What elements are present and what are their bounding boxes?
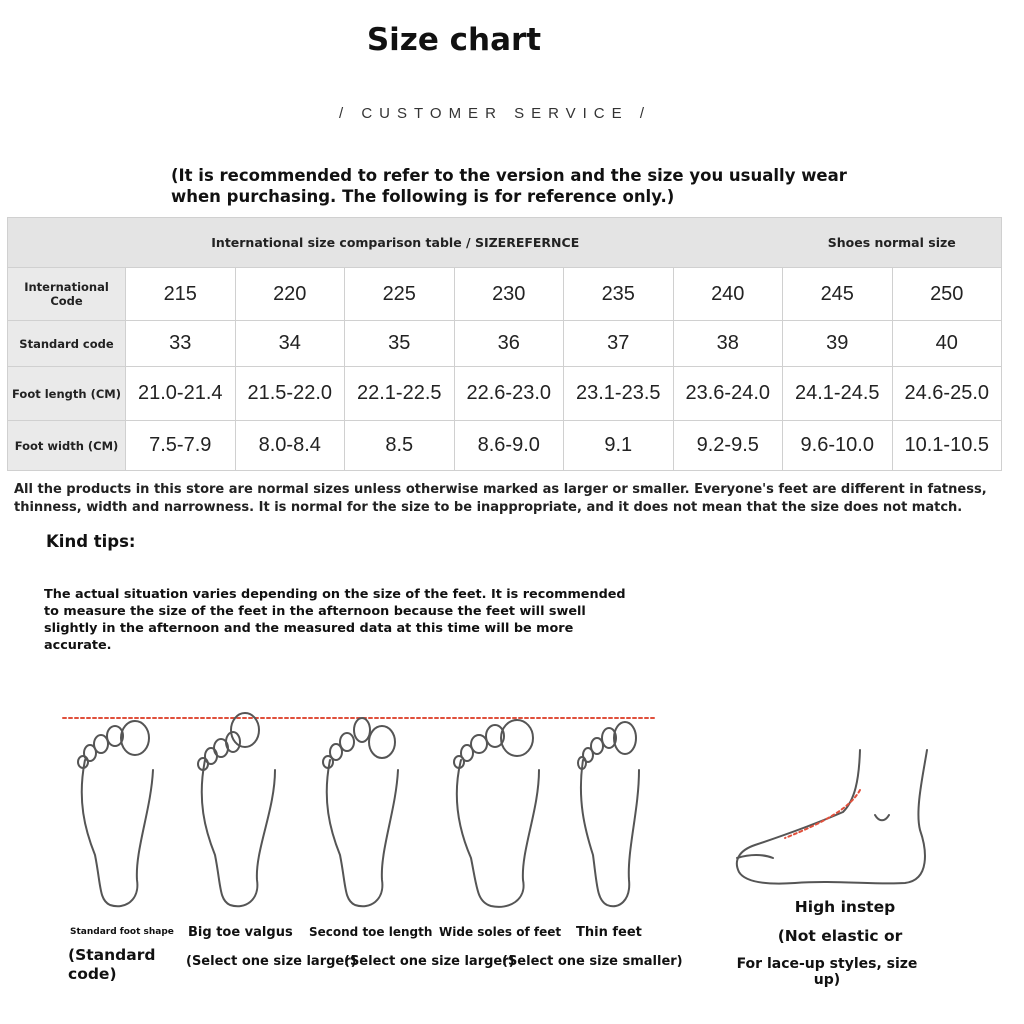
table-cell: 9.6-10.0 xyxy=(783,421,893,471)
table-cell: 40 xyxy=(892,321,1002,367)
table-cell: 22.1-22.5 xyxy=(345,367,455,421)
recommendation-text: (It is recommended to refer to the version and the size you usually wear when purchasing. The following is for reference only.) xyxy=(171,166,847,206)
thin-foot-icon xyxy=(578,722,639,906)
table-header-main xyxy=(8,218,783,268)
row-label-standard-code: Standard code xyxy=(8,321,126,367)
label-standard-code: (Standard code) xyxy=(68,946,156,983)
table-cell: 39 xyxy=(783,321,893,367)
table-cell: 33 xyxy=(126,321,236,367)
table-row xyxy=(8,321,1002,367)
table-cell: 7.5-7.9 xyxy=(126,421,236,471)
table-header-right xyxy=(783,218,1002,268)
label-not-elastic: (Not elastic or xyxy=(777,927,903,945)
label-standard-foot-shape: Standard foot shape xyxy=(70,927,174,937)
table-row xyxy=(8,367,1002,421)
high-instep-foot-icon xyxy=(725,740,940,900)
table-cell: 23.6-24.0 xyxy=(673,367,783,421)
table-cell: 9.2-9.5 xyxy=(673,421,783,471)
big-toe-valgus-foot-icon xyxy=(198,713,275,906)
table-header-right-label: Shoes normal size xyxy=(827,235,956,250)
table-row xyxy=(8,421,1002,471)
table-cell: 10.1-10.5 xyxy=(892,421,1002,471)
label-high-instep: High instep xyxy=(794,898,896,916)
foot-shapes-illustration xyxy=(55,700,675,920)
table-cell: 8.0-8.4 xyxy=(235,421,345,471)
table-cell: 8.5 xyxy=(345,421,455,471)
customer-service-subtitle: / CUSTOMER SERVICE / xyxy=(339,105,651,122)
row-label-international-code: International Code xyxy=(8,268,126,321)
label-lace-up-size-up: For lace-up styles, size up) xyxy=(736,956,918,988)
standard-foot-icon xyxy=(78,721,153,906)
table-cell: 240 xyxy=(673,268,783,321)
table-cell: 35 xyxy=(345,321,455,367)
kind-tips-heading: Kind tips: xyxy=(46,532,136,551)
label-second-toe-length: Second toe length xyxy=(309,925,433,939)
table-cell: 9.1 xyxy=(564,421,674,471)
table-cell: 245 xyxy=(783,268,893,321)
label-wide-soles: Wide soles of feet xyxy=(439,925,562,939)
table-cell: 37 xyxy=(564,321,674,367)
size-table xyxy=(7,217,1002,471)
table-cell: 36 xyxy=(454,321,564,367)
table-cell: 225 xyxy=(345,268,455,321)
table-cell: 8.6-9.0 xyxy=(454,421,564,471)
table-row xyxy=(8,268,1002,321)
table-cell: 235 xyxy=(564,268,674,321)
table-cell: 23.1-23.5 xyxy=(564,367,674,421)
row-label-foot-length: Foot length (CM) xyxy=(8,367,126,421)
label-big-toe-valgus: Big toe valgus xyxy=(188,925,293,940)
table-header-main-label: International size comparison table / SIZEREFERNCE xyxy=(211,235,580,250)
label-select-larger-1: (Select one size larger) xyxy=(186,954,357,969)
second-toe-length-foot-icon xyxy=(323,718,398,906)
table-cell: 230 xyxy=(454,268,564,321)
table-cell: 24.1-24.5 xyxy=(783,367,893,421)
label-select-smaller: (Select one size smaller) xyxy=(502,954,683,969)
table-cell: 34 xyxy=(235,321,345,367)
label-thin-feet: Thin feet xyxy=(576,925,642,940)
table-cell: 250 xyxy=(892,268,1002,321)
table-cell: 22.6-23.0 xyxy=(454,367,564,421)
table-cell: 38 xyxy=(673,321,783,367)
row-label-foot-width: Foot width (CM) xyxy=(8,421,126,471)
label-select-larger-2: (Select one size larger) xyxy=(344,954,515,969)
size-note: All the products in this store are normal sizes unless otherwise marked as larger or smaller. Everyone's feet are different in fatness, thinness, width and narrowness. It is normal for the size to be inappropriate, and it does not mean that the size does not match. xyxy=(14,482,987,515)
wide-soles-foot-icon xyxy=(454,720,539,907)
table-cell: 220 xyxy=(235,268,345,321)
table-header-row xyxy=(8,218,1002,268)
table-cell: 24.6-25.0 xyxy=(892,367,1002,421)
table-cell: 21.0-21.4 xyxy=(126,367,236,421)
page-title: Size chart xyxy=(366,22,542,58)
table-cell: 21.5-22.0 xyxy=(235,367,345,421)
table-cell: 215 xyxy=(126,268,236,321)
kind-tips-text: The actual situation varies depending on the size of the feet. It is recommended to measure the size of the feet in the afternoon because the feet will swell slightly in the afternoon and the measured data at this time will be more accurate. xyxy=(44,587,626,653)
